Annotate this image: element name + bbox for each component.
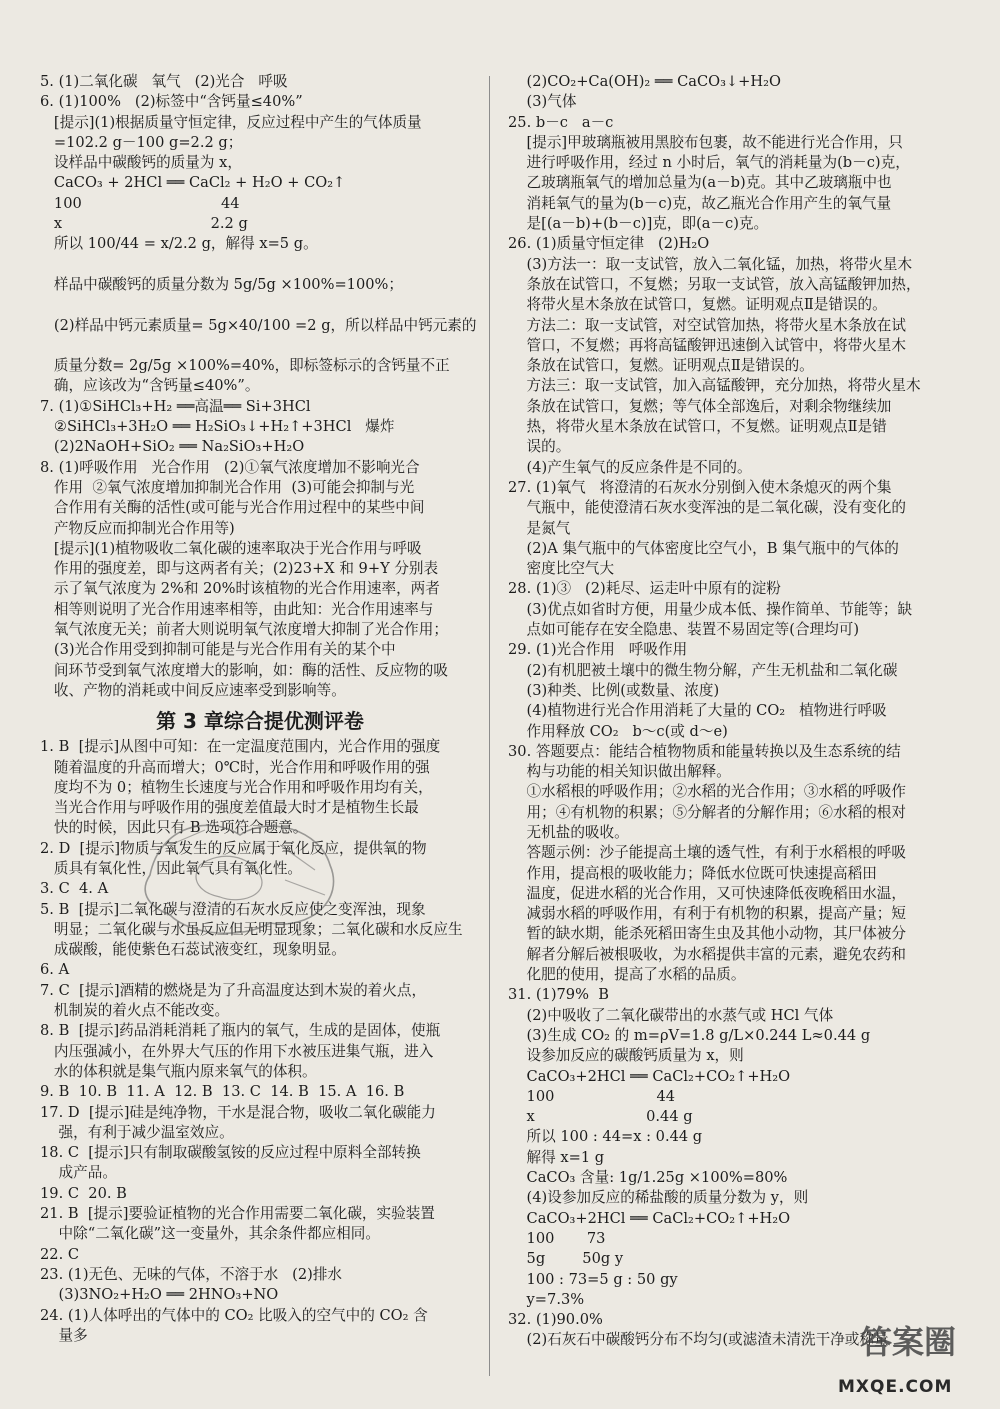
text-line: 设参加反应的碳酸钙质量为 x，则 xyxy=(508,1047,744,1065)
right-column-lines xyxy=(508,72,964,1351)
text-line: 示了氧气浓度为 2%和 20%时该植物的光合作用速率，两者 xyxy=(40,580,440,598)
text-line: 误的。 xyxy=(508,438,571,456)
text-line: 减弱水稻的呼吸作用，有利于有机物的积累，提高产量；短 xyxy=(508,905,906,923)
text-line: 解得 x=1 g xyxy=(508,1148,605,1166)
text-line: 24. (1)人体呼出的气体中的 CO₂ 比吸入的空气中的 CO₂ 含 xyxy=(40,1306,428,1324)
left-column-lines xyxy=(40,72,480,701)
text-line: 气瓶中，能使澄清石灰水变浑浊的是二氧化碳，没有变化的 xyxy=(508,499,906,517)
text-line xyxy=(40,295,480,315)
text-line: 18. C [提示]只有制取碳酸氢铵的反应过程中原料全部转换 xyxy=(40,1144,421,1162)
text-line: 30. 答题要点：能结合植物物质和能量转换以及生态系统的结 xyxy=(508,742,901,760)
right-column xyxy=(508,72,964,1351)
text-line: (4)设参加反应的稀盐酸的质量分数为 y，则 xyxy=(508,1189,809,1207)
text-line: 成产品。 xyxy=(40,1164,117,1182)
left-column xyxy=(40,72,480,1346)
text-line: 产物反应而抑制光合作用等) xyxy=(40,519,235,537)
text-line: 作用，提高根的吸收能力；降低水位既可快速提高稻田 xyxy=(508,864,877,882)
text-line: 解者分解后被根吸收，为水稻提供丰富的元素，避免农药和 xyxy=(508,945,906,963)
text-line: 合作用有关酶的活性(或可能与光合作用过程中的某些中间 xyxy=(40,499,425,517)
text-line: CaCO₃ 含量: 1g/1.25g ×100%=80% xyxy=(508,1169,788,1187)
text-line: 32. (1)90.0% xyxy=(508,1311,603,1329)
text-line: 28. (1)③ (2)耗尽、运走叶中原有的淀粉 xyxy=(508,580,781,598)
text-line: (3)光合作用受到抑制可能是与光合作用有关的某个中 xyxy=(40,641,396,659)
text-line: 7. C [提示]酒精的燃烧是为了升高温度达到木炭的着火点， xyxy=(40,981,427,999)
text-line: 暂的缺水期，能杀死稻田寄生虫及其他小动物，其尸体被分 xyxy=(508,925,906,943)
text-line: 内压强减小，在外界大气压的作用下水被压进集气瓶，进入 xyxy=(40,1042,434,1060)
text-line: 氧气浓度无关；前者大则说明氧气浓度增大抑制了光合作用； xyxy=(40,621,448,639)
text-line: 设样品中碳酸钙的质量为 x， xyxy=(40,154,242,172)
text-line: 中除“二氧化碳”这一变量外，其余条件都应相同。 xyxy=(40,1225,380,1243)
text-line: 100 44 xyxy=(40,194,240,212)
text-line: 条放在试管口，复燃。证明观点Ⅱ是错误的。 xyxy=(508,357,814,375)
text-line: 条放在试管口，复燃；等气体全部逸后，对剩余物继续加 xyxy=(508,397,892,415)
text-line: 收、产物的消耗或中间反应速率受到影响等。 xyxy=(40,681,346,699)
text-line: 间环节受到氧气浓度增大的影响，如：酶的活性、反应物的吸 xyxy=(40,661,448,679)
text-line: CaCO₃+2HCl ══ CaCl₂+CO₂↑+H₂O xyxy=(508,1067,791,1085)
text-line: 21. B [提示]要验证植物的光合作用需要二氧化碳，实验装置 xyxy=(40,1205,435,1223)
text-line: 量多 xyxy=(40,1326,88,1344)
text-line: 1. B [提示]从图中可知：在一定温度范围内，光合作用的强度 xyxy=(40,738,441,756)
text-line: (2)石灰石中碳酸钙分布不均匀(或滤渣未清洗干净或称量 xyxy=(508,1331,889,1349)
text-line: 作用 ②氧气浓度增加抑制光合作用 (3)可能会抑制与光 xyxy=(40,478,415,496)
text-line: (2)样品中钙元素质量= 5g×40/100 =2 g，所以样品中钙元素的 xyxy=(40,316,477,334)
text-line: 明显；二氧化碳与水虽反应但无明显现象；二氧化碳和水反应生 xyxy=(40,920,463,938)
text-line: 随着温度的升高而增大；0℃时，光合作用和呼吸作用的强 xyxy=(40,758,430,776)
watermark-site-text: MXQE.COM xyxy=(838,1377,953,1397)
text-line: 25. b－c a－c xyxy=(508,113,614,131)
text-line: 19. C 20. B xyxy=(40,1184,127,1202)
text-line: 方法三：取一支试管，加入高锰酸钾，充分加热，将带火星木 xyxy=(508,377,921,395)
text-line: 100 44 xyxy=(508,1087,676,1105)
text-line: 29. (1)光合作用 呼吸作用 xyxy=(508,641,688,659)
text-line: (3)气体 xyxy=(508,93,577,111)
text-line: 17. D [提示]硅是纯净物，干水是混合物，吸收二氧化碳能力 xyxy=(40,1103,436,1121)
text-line: 6. (1)100% (2)标签中“含钙量≤40%” xyxy=(40,93,303,111)
text-line: 答题示例：沙子能提高土壤的透气性，有利于水稻根的呼吸 xyxy=(508,844,906,862)
text-line: 水的体积就是集气瓶内原来氧气的体积。 xyxy=(40,1062,317,1080)
text-line: 22. C xyxy=(40,1245,80,1263)
text-line: 热，将带火星木条放在试管口，不复燃。证明观点Ⅱ是错 xyxy=(508,418,887,436)
text-line: 管口，不复燃；再将高锰酸钾迅速倒入试管中，将带火星木 xyxy=(508,336,906,354)
text-line: 作用释放 CO₂ b～c(或 d～e) xyxy=(508,722,728,740)
section-title: 第 3 章综合提优测评卷 xyxy=(156,709,364,734)
text-line: 5. B [提示]二氧化碳与澄清的石灰水反应使之变浑浊，现象 xyxy=(40,900,426,918)
text-line: (2)2NaOH+SiO₂ ══ Na₂SiO₃+H₂O xyxy=(40,438,305,456)
text-line: 所以 100/44 = x/2.2 g，解得 x=5 g。 xyxy=(40,235,318,253)
text-line: 进行呼吸作用，经过 n 小时后，氧气的消耗量为(b－c)克， xyxy=(508,154,910,172)
text-line: 成碳酸，能使紫色石蕊试液变红，现象明显。 xyxy=(40,941,346,959)
text-line: 是氮气 xyxy=(508,519,571,537)
text-line: 确，应该改为“含钙量≤40%”。 xyxy=(40,377,260,395)
text-line xyxy=(40,336,480,356)
text-line: 31. (1)79% B xyxy=(508,986,609,1004)
text-line: 23. (1)无色、无味的气体，不溶于水 (2)排水 xyxy=(40,1265,343,1283)
text-line: 密度比空气大 xyxy=(508,560,615,578)
text-line: 构与功能的相关知识做出解释。 xyxy=(508,763,731,781)
text-line: 27. (1)氧气 将澄清的石灰水分别倒入使木条熄灭的两个集 xyxy=(508,478,892,496)
text-line: 强，有利于减少温室效应。 xyxy=(40,1123,234,1141)
text-line: 是[(a－b)+(b－c)]克，即(a－c)克。 xyxy=(508,215,769,233)
text-line: CaCO₃ + 2HCl ══ CaCl₂ + H₂O + CO₂↑ xyxy=(40,174,346,192)
text-line: (4)植物进行光合作用消耗了大量的 CO₂ 植物进行呼吸 xyxy=(508,702,887,720)
text-line: x 2.2 g xyxy=(40,215,248,233)
text-line: 26. (1)质量守恒定律 (2)H₂O xyxy=(508,235,710,253)
text-line: 度均不为 0；植物生长速度与光合作用和呼吸作用均有关， xyxy=(40,778,433,796)
text-line xyxy=(40,255,480,275)
column-divider xyxy=(489,76,490,1376)
text-line: 机制炭的着火点不能改变。 xyxy=(40,1002,230,1020)
text-line: 消耗氧气的量为(b－c)克，故乙瓶光合作用产生的氧气量 xyxy=(508,194,892,212)
text-line: 用；④有机物的积累；⑤分解者的分解作用；⑥水稻的根对 xyxy=(508,803,906,821)
text-line: 5g 50g y xyxy=(508,1250,624,1268)
text-line: 乙玻璃瓶氧气的增加总量为(a－b)克。其中乙玻璃瓶中也 xyxy=(508,174,892,192)
text-line: (2)中吸收了二氧化碳带出的水蒸气或 HCl 气体 xyxy=(508,1006,834,1024)
text-line: 3. C 4. A xyxy=(40,880,109,898)
text-line: (2)有机肥被土壤中的微生物分解，产生无机盐和二氧化碳 xyxy=(508,661,898,679)
text-line: 质具有氧化性，因此氧气具有氧化性。 xyxy=(40,859,303,877)
text-line: (3)方法一：取一支试管，放入二氧化锰，加热，将带火星木 xyxy=(508,255,913,273)
watermark-big-text: 答案圈 xyxy=(860,1323,957,1361)
text-line: y=7.3% xyxy=(508,1290,585,1308)
text-line: (2)A 集气瓶中的气体密度比空气小，B 集气瓶中的气体的 xyxy=(508,539,899,557)
text-line: (3)优点如省时方便，用量少成本低、操作简单、节能等；缺 xyxy=(508,600,913,618)
text-line: 将带火星木条放在试管口，复燃。证明观点Ⅱ是错误的。 xyxy=(508,296,887,314)
text-line: 当光合作用与呼吸作用的强度差值最大时才是植物生长最 xyxy=(40,799,419,817)
text-line: 6. A xyxy=(40,961,70,979)
text-line: 无机盐的吸收。 xyxy=(508,823,629,841)
text-line: 温度，促进水稻的光合作用，又可快速降低夜晚稻田水温， xyxy=(508,884,906,902)
text-line: 8. (1)呼吸作用 光合作用 (2)①氧气浓度增加不影响光合 xyxy=(40,458,420,476)
text-line: [提示](1)根据质量守恒定律，反应过程中产生的气体质量 xyxy=(40,113,422,131)
text-line: 质量分数= 2g/5g ×100%=40%，即标签标示的含钙量不正 xyxy=(40,357,450,375)
text-line: 9. B 10. B 11. A 12. B 13. C 14. B 15. A 16. B xyxy=(40,1083,405,1101)
text-line: =102.2 g－100 g=2.2 g； xyxy=(40,133,243,151)
text-line: 100 : 73=5 g : 50 gy xyxy=(508,1270,678,1288)
text-line: ①水稻根的呼吸作用；②水稻的光合作用；③水稻的呼吸作 xyxy=(508,783,906,801)
text-line: 方法二：取一支试管，对空试管加热，将带火星木条放在试 xyxy=(508,316,906,334)
text-line: ②SiHCl₃+3H₂O ══ H₂SiO₃↓+H₂↑+3HCl 爆炸 xyxy=(40,418,395,436)
text-line: (3)种类、比例(或数量、浓度) xyxy=(508,681,720,699)
text-line: 100 73 xyxy=(508,1229,606,1247)
text-line: 点如可能存在安全隐患、装置不易固定等(合理均可) xyxy=(508,621,860,639)
text-line: 相等则说明了光合作用速率相等，由此知：光合作用速率与 xyxy=(40,600,434,618)
text-line: 样品中碳酸钙的质量分数为 5g/5g ×100%=100%； xyxy=(40,275,403,293)
text-line: 化肥的使用，提高了水稻的品质。 xyxy=(508,966,746,984)
text-line: 所以 100 : 44=x : 0.44 g xyxy=(508,1128,703,1146)
text-line: (3)生成 CO₂ 的 m=ρV=1.8 g/L×0.244 L≈0.44 g xyxy=(508,1026,871,1044)
text-line: [提示]甲玻璃瓶被用黑胶布包裹，故不能进行光合作用，只 xyxy=(508,133,903,151)
text-line: 快的时候，因此只有 B 选项符合题意。 xyxy=(40,819,308,837)
text-line: 5. (1)二氧化碳 氧气 (2)光合 呼吸 xyxy=(40,73,288,90)
text-line: (4)产生氧气的反应条件是不同的。 xyxy=(508,458,752,476)
text-line: [提示](1)植物吸收二氧化碳的速率取决于光合作用与呼吸 xyxy=(40,539,422,557)
text-line: (2)CO₂+Ca(OH)₂ ══ CaCO₃↓+H₂O xyxy=(508,73,781,90)
text-line: (3)3NO₂+H₂O ══ 2HNO₃+NO xyxy=(40,1286,279,1304)
text-line: CaCO₃+2HCl ══ CaCl₂+CO₂↑+H₂O xyxy=(508,1209,791,1227)
text-line: 2. D [提示]物质与氧发生的反应属于氧化反应，提供氧的物 xyxy=(40,839,427,857)
text-line: 条放在试管口，不复燃；另取一支试管，放入高锰酸钾加热， xyxy=(508,275,921,293)
left-column-lines-2 xyxy=(40,737,480,1346)
text-line: x 0.44 g xyxy=(508,1108,693,1126)
text-line: 作用的强度差，即与这两者有关；(2)23+X 和 9+Y 分别表 xyxy=(40,560,439,578)
text-line: 8. B [提示]药品消耗消耗了瓶内的氧气，生成的是固体，使瓶 xyxy=(40,1022,441,1040)
text-line: 7. (1)①SiHCl₃+H₂ ══高温══ Si+3HCl xyxy=(40,397,311,415)
